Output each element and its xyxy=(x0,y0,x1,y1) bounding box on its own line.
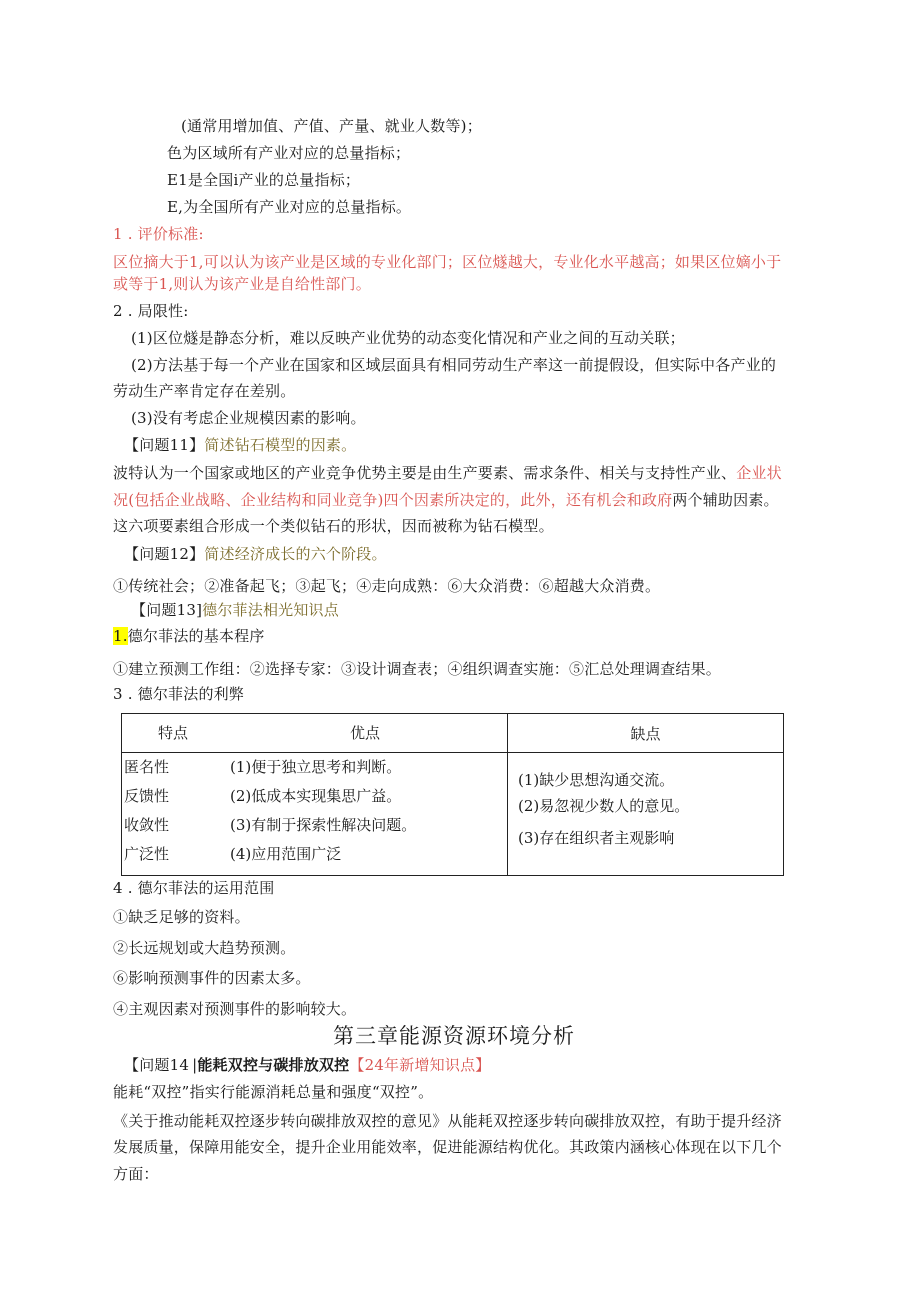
feature-advantage: (3)有制于探索性解决问题。 xyxy=(230,816,417,834)
feature-name: 广泛性 xyxy=(124,845,170,863)
delphi-procedure-heading xyxy=(113,625,265,647)
delphi-proscons-heading: 3 . 德尔菲法的利弊 xyxy=(113,685,245,703)
feature-advantage: (1)便于独立思考和判断。 xyxy=(230,758,402,776)
q11-answer-line3: 这六项要素组合形成一个类似钻石的形状，因而被称为钻石模型。 xyxy=(113,517,554,535)
feature-advantage: (2)低成本实现集思广益。 xyxy=(230,787,402,805)
feature-name: 匿名性 xyxy=(124,758,170,776)
limitations-heading: 2 . 局限性: xyxy=(113,302,189,320)
q14-title: 能耗双控与碳排放双控 xyxy=(197,1056,350,1074)
delphi-scope-item-1: ①缺乏足够的资料。 xyxy=(113,908,250,926)
evaluation-text-line2: 或等于1,则认为该产业是自给性部门。 xyxy=(113,275,371,293)
disadvantage-item: (3)存在组织者主观影响 xyxy=(518,829,675,847)
header-advantage: 优点 xyxy=(350,724,381,742)
header-disadvantage: 缺点 xyxy=(508,714,784,753)
q13-heading xyxy=(131,599,339,621)
q14-para-line3: 方面： xyxy=(113,1165,159,1183)
limitation-item-2-line1: (2)方法基于每一个产业在国家和区域层面具有相同劳动生产率这一前提假设，但实际中各产业的 xyxy=(131,356,777,374)
chapter-title: 第三章能源资源环境分析 xyxy=(333,1024,575,1048)
q14-para-line2: 发展质量，保障用能安全，提升企业用能效率，促进能源结构优化。其政策内涵核心体现在以下几个 xyxy=(113,1138,782,1156)
table-row xyxy=(122,840,507,869)
q11-answer-line2 xyxy=(113,489,779,511)
features-cell xyxy=(122,753,508,876)
q11-answer-line1 xyxy=(113,462,782,484)
q12-answer: ①传统社会；②准备起飞；③起飞；④走向成熟：⑥大众消费：⑥超越大众消费。 xyxy=(113,577,661,595)
table-row xyxy=(122,811,507,840)
table-row xyxy=(122,782,507,811)
evaluation-text-line1: 区位摘大于1,可以认为该产业是区域的专业化部门；区位燧越大，专业化水平越高；如果区位嫡小于 xyxy=(113,253,782,271)
delphi-scope-item-4: ④主观因素对预测事件的影响较大。 xyxy=(113,1000,357,1018)
q11-heading xyxy=(124,434,356,456)
header-feature: 特点 xyxy=(158,724,189,742)
q14-tag: 【24年新增知识点】 xyxy=(349,1056,491,1074)
q11-line1-a: 波特认为一个国家或地区的产业竞争优势主要是由生产要素、需求条件、相关与支持性产业、 xyxy=(113,464,737,482)
q11-line2-a: 况(包括企业战略、企业结构和同业竞争)四个因素所决定的，此外，还有机会和政府 xyxy=(113,491,673,509)
q12-label: 【问题12】 xyxy=(124,545,205,563)
formula-note-1: (通常用增加值、产值、产量、就业人数等)； xyxy=(181,117,482,135)
limitation-item-2-line2: 劳动生产率肯定存在差别。 xyxy=(113,382,296,400)
table-row xyxy=(122,753,507,782)
formula-note-2: 色为区域所有产业对应的总量指标； xyxy=(167,144,411,162)
delphi-procedure-title: 德尔菲法的基本程序 xyxy=(127,627,265,645)
q11-label: 【问题11】 xyxy=(124,436,205,454)
q13-title: 德尔菲法相光知识点 xyxy=(202,601,339,619)
delphi-scope-heading: 4 . 德尔菲法的运用范围 xyxy=(113,879,275,897)
q14-para-line1: 《关于推动能耗双控逐步转向碳排放双控的意见》从能耗双控逐步转向碳排放双控，有助于提升经济 xyxy=(113,1112,782,1130)
disadvantage-item: (1)缺少思想沟通交流。 xyxy=(518,771,675,789)
delphi-procedure-text: ①建立预测工作组：②选择专家：③设计调查表；④组织调查实施：⑤汇总处理调查结果。 xyxy=(113,660,722,678)
table-header-features xyxy=(122,714,508,753)
q11-title: 简述钻石模型的因素。 xyxy=(204,436,357,454)
feature-name: 反馈性 xyxy=(124,787,170,805)
limitation-item-3: (3)没有考虑企业规模因素的影响。 xyxy=(131,409,366,427)
q13-label: 【问题13] xyxy=(131,601,203,619)
formula-note-3: E1是全国i产业的总量指标； xyxy=(167,171,361,189)
delphi-scope-item-2: ②长远规划或大趋势预测。 xyxy=(113,939,296,957)
q14-bracket-divider: | xyxy=(192,1056,198,1074)
q11-line1-b: 企业状 xyxy=(736,464,782,482)
delphi-proscons-table xyxy=(121,713,784,876)
evaluation-heading: 1 . 评价标准: xyxy=(113,225,204,243)
disadvantages-cell xyxy=(508,753,784,876)
delphi-procedure-num: 1. xyxy=(113,627,128,645)
feature-name: 收敛性 xyxy=(124,816,170,834)
feature-advantage: (4)应用范围广泛 xyxy=(230,845,342,863)
q14-label: 【问题14 xyxy=(124,1056,190,1074)
limitation-item-1: (1)区位燧是静态分析，难以反映产业优势的动态变化情况和产业之间的互动关联； xyxy=(131,329,685,347)
disadvantage-item: (2)易忽视少数人的意见。 xyxy=(518,797,690,815)
formula-note-4: E,为全国所有产业对应的总量指标。 xyxy=(167,198,412,216)
q14-heading xyxy=(124,1054,490,1076)
q11-line2-b: 两个辅助因素。 xyxy=(672,491,779,509)
delphi-scope-item-3: ⑥影响预测事件的因素太多。 xyxy=(113,969,311,987)
q14-line1: 能耗“双控”指实行能源消耗总量和强度“双控”。 xyxy=(113,1083,434,1101)
q12-heading xyxy=(124,543,387,565)
q12-title: 简述经济成长的六个阶段。 xyxy=(204,545,387,563)
